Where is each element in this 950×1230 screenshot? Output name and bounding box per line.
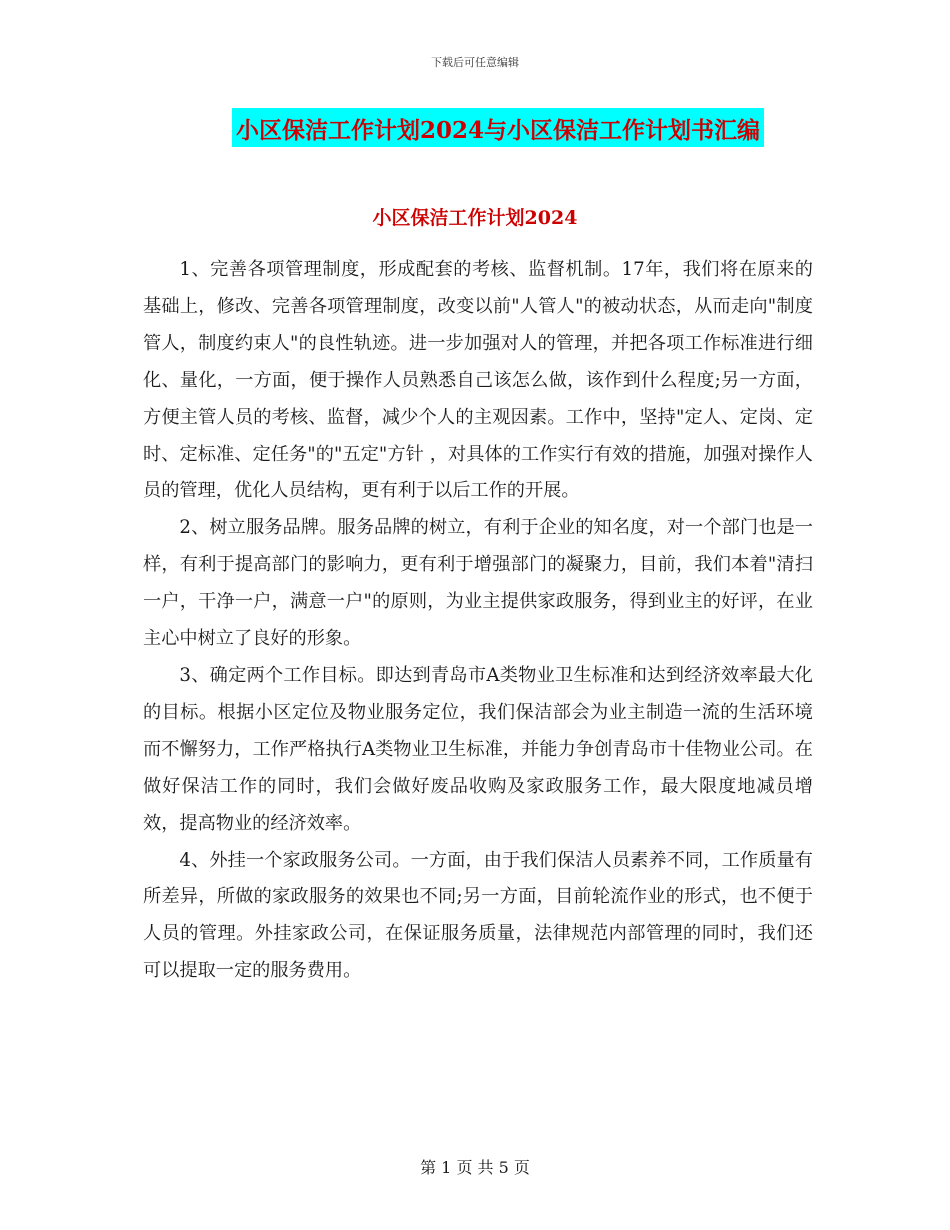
paragraph: 1、完善各项管理制度，形成配套的考核、监督机制。17年，我们将在原来的基础上，修改、完善各项管理制度，改变以前"人管人"的被动状态，从而走向"制度管人，制度约束人"的良性轨迹。进一步加强对人的管理，并把各项工作标准进行细化、量化，一方面，便于操作人员熟悉自己该怎么做，该作到什么程度;另一方面，方便主管人员的考核、监督，减少个人的主观因素。工作中，坚持"定人、定岗、定时、定标准、定任务"的"五定"方针 ，对具体的工作实行有效的措施，加强对操作人员的管理，优化人员结构，更有利于以后工作的开展。 — [143, 259, 813, 502]
main-title: 小区保洁工作计划2024与小区保洁工作计划书汇编 — [232, 108, 764, 147]
page-header: 下载后可任意编辑 — [431, 56, 519, 69]
paragraph: 3、确定两个工作目标。即达到青岛市A类物业卫生标准和达到经济效率最大化的目标。根据小区定位及物业服务定位，我们保洁部会为业主制造一流的生活环境而不懈努力，工作严格执行A类物业卫生标准，并能力争创青岛市十佳物业公司。在做好保洁工作的同时，我们会做好废品收购及家政服务工作，最大限度地减员增效，提高物业的经济效率。 — [143, 664, 813, 834]
main-title-container — [0, 108, 950, 147]
page-footer: 第 1 页 共 5 页 — [420, 1158, 530, 1177]
section-title: 小区保洁工作计划2024 — [372, 207, 578, 229]
document-body — [143, 252, 813, 990]
paragraph: 4、外挂一个家政服务公司。一方面，由于我们保洁人员素养不同，工作质量有所差异，所做的家政服务的效果也不同;另一方面，目前轮流作业的形式，也不便于人员的管理。外挂家政公司，在保证服务质量，法律规范内部管理的同时，我们还可以提取一定的服务费用。 — [143, 849, 813, 982]
paragraph: 2、树立服务品牌。服务品牌的树立，有利于企业的知名度，对一个部门也是一样，有利于提高部门的影响力，更有利于增强部门的凝聚力，目前，我们本着"清扫一户，干净一户，满意一户"的原则，为业主提供家政服务，得到业主的好评，在业主心中树立了良好的形象。 — [143, 517, 813, 650]
